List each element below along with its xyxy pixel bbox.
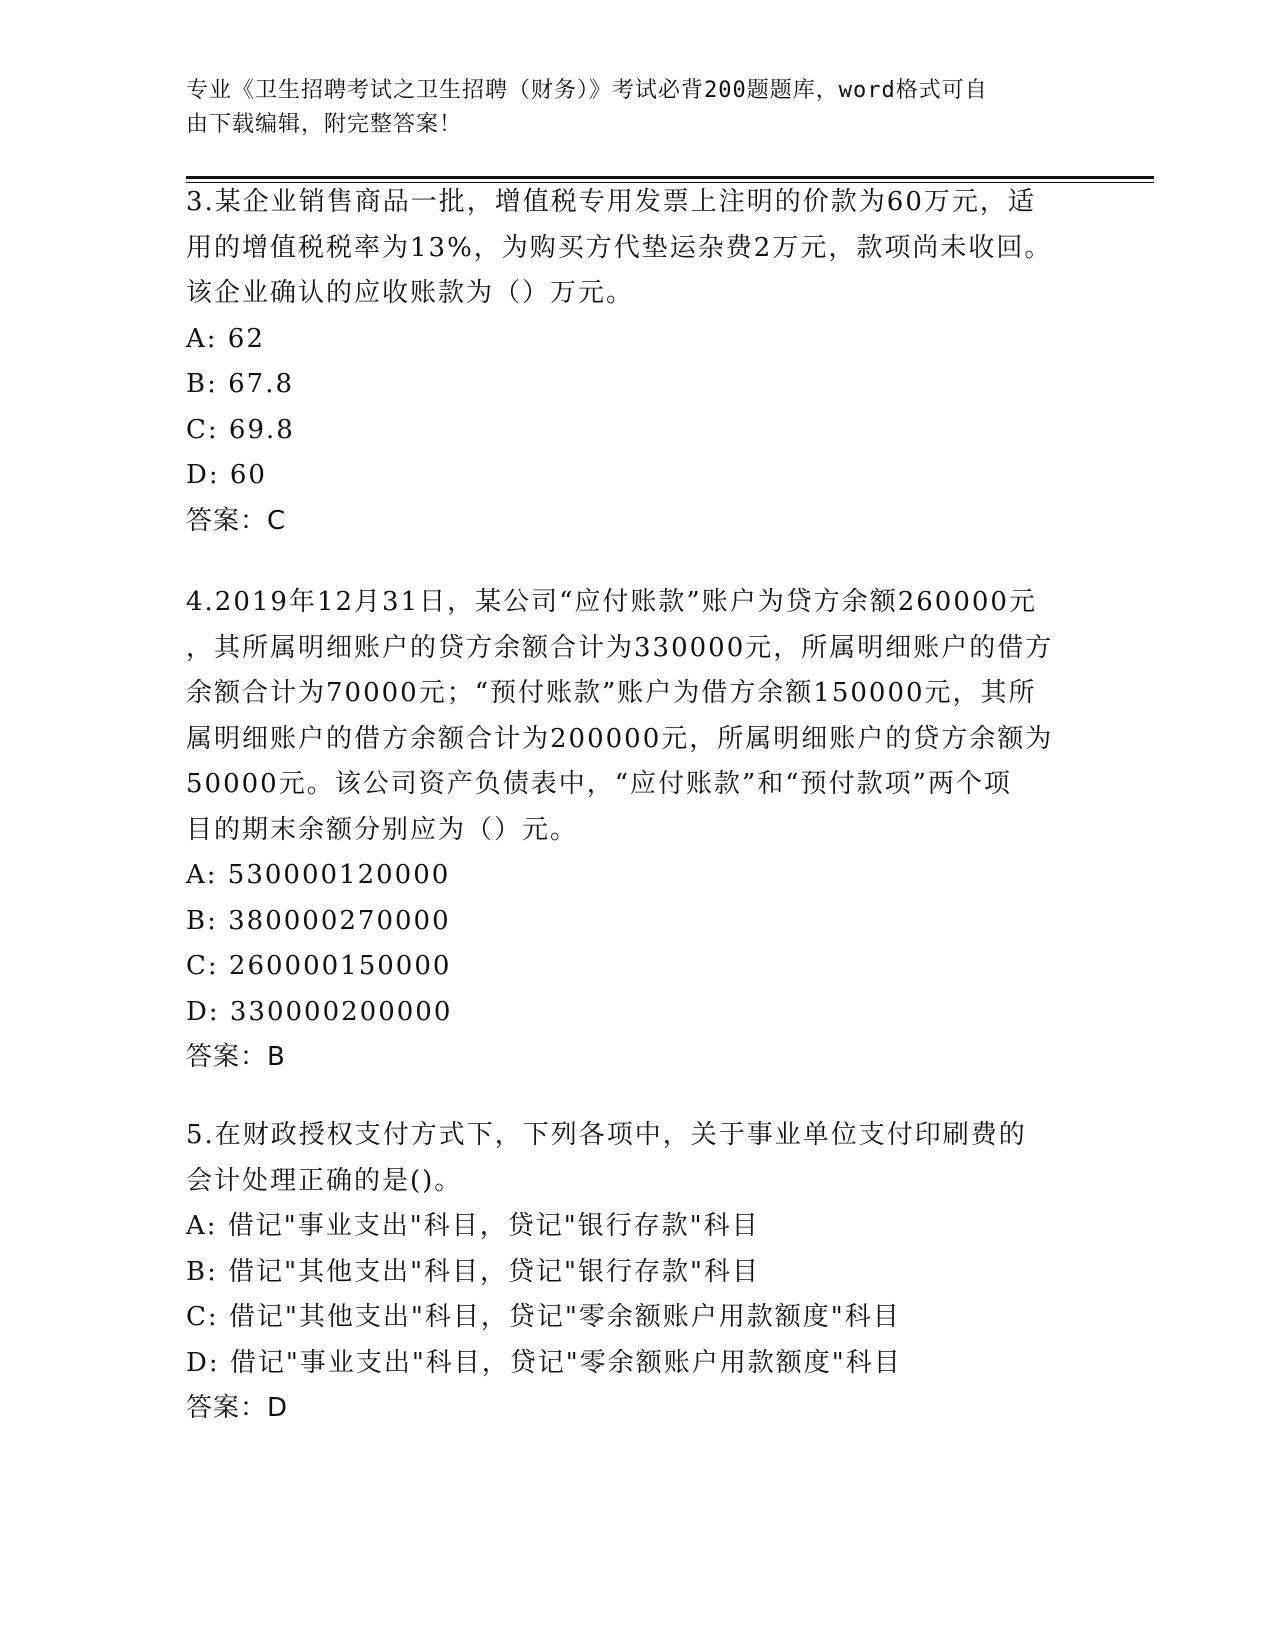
document-header: 专业《卫生招聘考试之卫生招聘（财务）》考试必背200题题库，word格式可自 由下载编辑，附完整答案！ (186, 78, 988, 137)
option-d: D: 借记"事业支出"科目，贷记"零余额账户用款额度"科目 (186, 1347, 902, 1378)
question-stem: 4.2019年12月31日，某公司“应付账款”账户为贷方余额260000元 ，其所属明细账户的贷方余额合计为330000元，所属明细账户的借方 余额合计为70000元；“预付账款”账户为借方余额150000元，其所 属明细账户的借方余额合计为200000元，所属明细账户的贷方余额为 50000元。该公司资产负债表中，“应付账款”和“预付款项”两个项 目的期末余额分别应为（）元。 (186, 587, 1054, 845)
option-b: B: 380000270000 (186, 905, 451, 936)
option-d: D: 330000200000 (186, 996, 453, 1027)
question-stem: 5.在财政授权支付方式下，下列各项中，关于事业单位支付印刷费的 会计处理正确的是()。 (186, 1120, 1027, 1196)
option-a: A: 62 (186, 323, 265, 354)
answer-text: 答案：C (186, 505, 287, 536)
question-3 (186, 180, 1086, 544)
option-b: B: 借记"其他支出"科目，贷记"银行存款"科目 (186, 1256, 760, 1287)
option-c: C: 借记"其他支出"科目，贷记"零余额账户用款额度"科目 (186, 1302, 901, 1332)
answer-text: 答案：B (186, 1042, 286, 1072)
option-a: A: 530000120000 (186, 860, 451, 890)
question-stem: 3.某企业销售商品一批，增值税专用发票上注明的价款为60万元，适 用的增值税税率为13%，为购买方代垫运杂费2万元，款项尚未收回。 该企业确认的应收账款为（）万元。 (186, 187, 1053, 308)
answer-text: 答案：D (186, 1393, 289, 1423)
option-c: C: 260000150000 (186, 951, 452, 981)
option-b: B: 67.8 (186, 369, 295, 399)
option-d: D: 60 (186, 460, 267, 490)
option-a: A: 借记"事业支出"科目，贷记"银行存款"科目 (186, 1211, 760, 1241)
option-c: C: 69.8 (186, 414, 295, 445)
question-4 (186, 580, 1086, 1081)
question-5 (186, 1113, 1086, 1432)
header-divider (186, 176, 1154, 179)
